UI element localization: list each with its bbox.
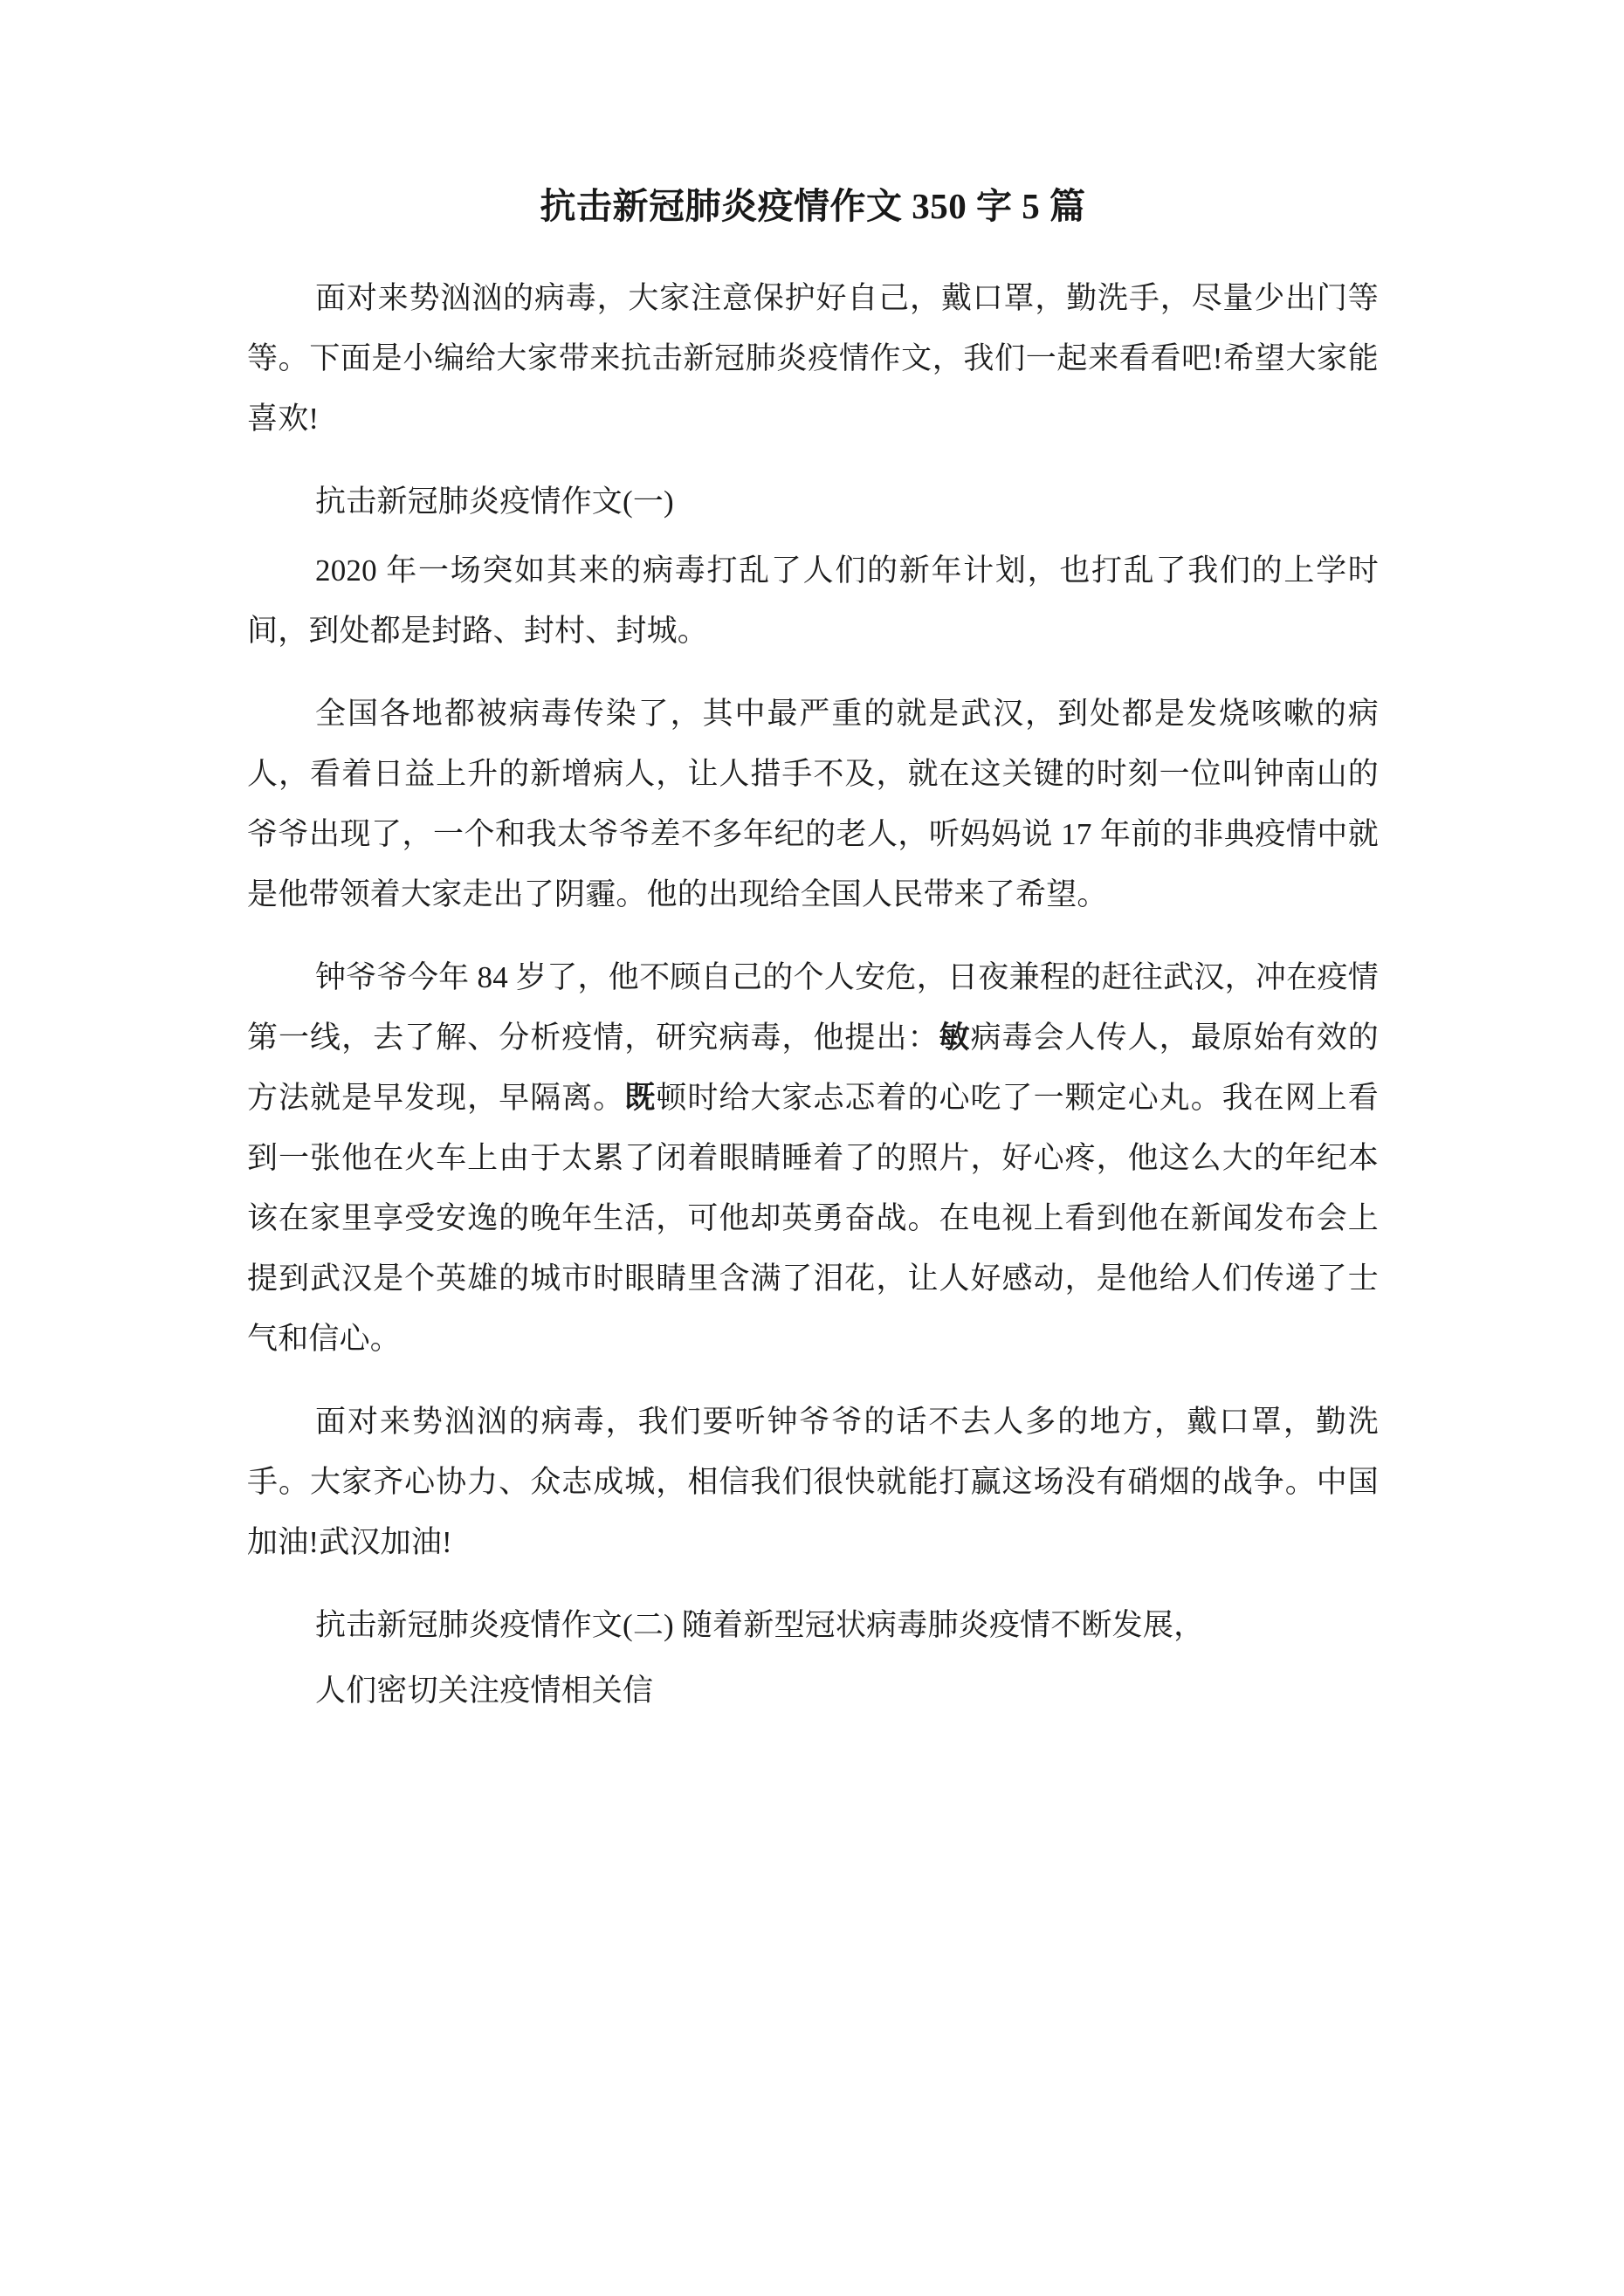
paragraph-tail-fragment: 人们密切关注疫情相关信 xyxy=(315,1674,654,1708)
paragraph-body-1: 2020 年一场突如其来的病毒打乱了人们的新年计划，也打乱了我们的上学时间，到处都是封路、封村、封城。 xyxy=(247,553,1379,649)
section-heading-two: 抗击新冠肺炎疫情作文(二) 随着新型冠状病毒肺炎疫情不断发展， xyxy=(315,1608,1205,1643)
document-body xyxy=(247,0,1379,1721)
paragraph-body-4: 面对来势汹汹的病毒，我们要听钟爷爷的话不去人多的地方，戴口罩，勤洗手。大家齐心协力、众志成城，相信我们很快就能打赢这场没有硝烟的战争。中国加油!武汉加油! xyxy=(247,1405,1379,1560)
paragraph-body-3-segment-c: 顿时给大家忐忑着的心吃了一颗定心丸。我在网上看到一张他在火车上由于太累了闭着眼睛睡着了的照片，好心疼，他这么大的年纪本该在家里享受安逸的晚年生活，可他却英勇奋战。在电视上看到他在新闻发布会上提到武汉是个英雄的城市时眼睛里含满了泪花，让人好感动，是他给人们传递了士气和信心。 xyxy=(247,1081,1380,1357)
paragraph-body-3-emphasis-2: 既 xyxy=(624,1081,657,1116)
paragraph-body-3-emphasis-1: 敏 xyxy=(939,1021,971,1055)
page-title-text: 抗击新冠肺炎疫情作文 350 字 5 篇 xyxy=(540,186,1086,226)
section-heading-one: 抗击新冠肺炎疫情作文(一) xyxy=(315,485,674,519)
paragraph-body-2: 全国各地都被病毒传染了，其中最严重的就是武汉，到处都是发烧咳嗽的病人，看着日益上升的新增病人，让人措手不及，就在这关键的时刻一位叫钟南山的爷爷出现了，一个和我太爷爷差不多年纪的老人，听妈妈说 17 年前的非典疫情中就是他带领着大家走出了阴霾。他的出现给全国人民带来了希望。 xyxy=(247,697,1379,912)
paragraph-body-3-segment-a: 钟爷爷今年 84 岁了，他不顾自己的个人安危，日夜兼程的赶往武汉，冲在疫情第一线，去了解、分析疫情，研究病毒，他提出： xyxy=(247,960,1379,1055)
paragraph-body-3 xyxy=(247,947,1379,1369)
paragraph-body-3-segment-b: 病毒会人传人，最原始有效的方法就是早发现，早隔离。 xyxy=(247,1021,1380,1116)
page-title xyxy=(247,0,1379,228)
paragraph-intro: 面对来势汹汹的病毒，大家注意保护好自己，戴口罩，勤洗手，尽量少出门等等。下面是小编给大家带来抗击新冠肺炎疫情作文，我们一起来看看吧!希望大家能喜欢! xyxy=(247,281,1379,437)
